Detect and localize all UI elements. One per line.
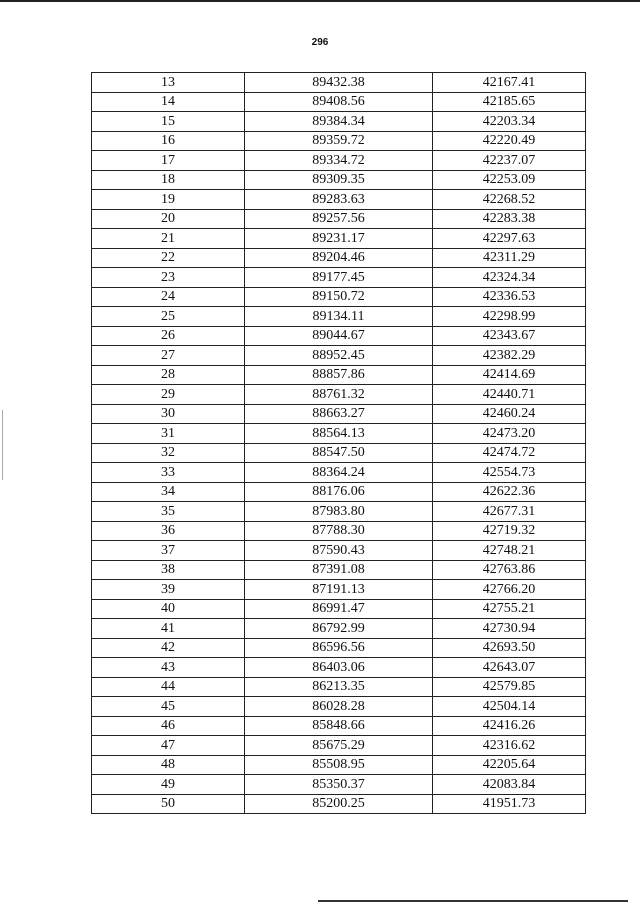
table-row bbox=[92, 716, 586, 736]
point-number-cell: 36 bbox=[92, 521, 245, 541]
x-coordinate-cell: 85848.66 bbox=[245, 716, 433, 736]
table-row bbox=[92, 677, 586, 697]
x-coordinate-cell: 86213.35 bbox=[245, 677, 433, 697]
y-coordinate-cell: 42336.53 bbox=[433, 287, 586, 307]
y-coordinate-cell: 42205.64 bbox=[433, 755, 586, 775]
table-row bbox=[92, 619, 586, 639]
point-number-cell: 25 bbox=[92, 307, 245, 327]
point-number-cell: 13 bbox=[92, 73, 245, 93]
x-coordinate-cell: 85350.37 bbox=[245, 775, 433, 795]
y-coordinate-cell: 42185.65 bbox=[433, 92, 586, 112]
table-row bbox=[92, 658, 586, 678]
table-row bbox=[92, 229, 586, 249]
table-row bbox=[92, 775, 586, 795]
coordinates-table-body bbox=[92, 73, 586, 814]
x-coordinate-cell: 88176.06 bbox=[245, 482, 433, 502]
x-coordinate-cell: 88547.50 bbox=[245, 443, 433, 463]
y-coordinate-cell: 42554.73 bbox=[433, 463, 586, 483]
x-coordinate-cell: 86596.56 bbox=[245, 638, 433, 658]
table-row bbox=[92, 112, 586, 132]
y-coordinate-cell: 42324.34 bbox=[433, 268, 586, 288]
x-coordinate-cell: 89150.72 bbox=[245, 287, 433, 307]
x-coordinate-cell: 89134.11 bbox=[245, 307, 433, 327]
y-coordinate-cell: 42416.26 bbox=[433, 716, 586, 736]
x-coordinate-cell: 86792.99 bbox=[245, 619, 433, 639]
point-number-cell: 49 bbox=[92, 775, 245, 795]
point-number-cell: 40 bbox=[92, 599, 245, 619]
y-coordinate-cell: 42755.21 bbox=[433, 599, 586, 619]
y-coordinate-cell: 42083.84 bbox=[433, 775, 586, 795]
y-coordinate-cell: 42579.85 bbox=[433, 677, 586, 697]
y-coordinate-cell: 42622.36 bbox=[433, 482, 586, 502]
y-coordinate-cell: 42203.34 bbox=[433, 112, 586, 132]
x-coordinate-cell: 89334.72 bbox=[245, 151, 433, 171]
point-number-cell: 16 bbox=[92, 131, 245, 151]
point-number-cell: 22 bbox=[92, 248, 245, 268]
y-coordinate-cell: 42460.24 bbox=[433, 404, 586, 424]
point-number-cell: 44 bbox=[92, 677, 245, 697]
table-row bbox=[92, 794, 586, 814]
y-coordinate-cell: 42297.63 bbox=[433, 229, 586, 249]
x-coordinate-cell: 86991.47 bbox=[245, 599, 433, 619]
point-number-cell: 42 bbox=[92, 638, 245, 658]
x-coordinate-cell: 89384.34 bbox=[245, 112, 433, 132]
table-row bbox=[92, 580, 586, 600]
table-row bbox=[92, 541, 586, 561]
table-row bbox=[92, 385, 586, 405]
table-row bbox=[92, 560, 586, 580]
y-coordinate-cell: 42343.67 bbox=[433, 326, 586, 346]
point-number-cell: 21 bbox=[92, 229, 245, 249]
point-number-cell: 18 bbox=[92, 170, 245, 190]
x-coordinate-cell: 89432.38 bbox=[245, 73, 433, 93]
x-coordinate-cell: 87788.30 bbox=[245, 521, 433, 541]
point-number-cell: 37 bbox=[92, 541, 245, 561]
x-coordinate-cell: 87391.08 bbox=[245, 560, 433, 580]
point-number-cell: 45 bbox=[92, 697, 245, 717]
y-coordinate-cell: 42766.20 bbox=[433, 580, 586, 600]
table-row bbox=[92, 482, 586, 502]
x-coordinate-cell: 89359.72 bbox=[245, 131, 433, 151]
point-number-cell: 46 bbox=[92, 716, 245, 736]
y-coordinate-cell: 42382.29 bbox=[433, 346, 586, 366]
point-number-cell: 31 bbox=[92, 424, 245, 444]
table-row bbox=[92, 209, 586, 229]
y-coordinate-cell: 42414.69 bbox=[433, 365, 586, 385]
table-row bbox=[92, 287, 586, 307]
point-number-cell: 17 bbox=[92, 151, 245, 171]
table-row bbox=[92, 170, 586, 190]
y-coordinate-cell: 41951.73 bbox=[433, 794, 586, 814]
table-row bbox=[92, 248, 586, 268]
table-row bbox=[92, 424, 586, 444]
y-coordinate-cell: 42298.99 bbox=[433, 307, 586, 327]
point-number-cell: 20 bbox=[92, 209, 245, 229]
point-number-cell: 50 bbox=[92, 794, 245, 814]
x-coordinate-cell: 88857.86 bbox=[245, 365, 433, 385]
x-coordinate-cell: 85675.29 bbox=[245, 736, 433, 756]
x-coordinate-cell: 88364.24 bbox=[245, 463, 433, 483]
scan-edge-mark bbox=[2, 410, 3, 480]
y-coordinate-cell: 42504.14 bbox=[433, 697, 586, 717]
y-coordinate-cell: 42268.52 bbox=[433, 190, 586, 210]
point-number-cell: 39 bbox=[92, 580, 245, 600]
point-number-cell: 43 bbox=[92, 658, 245, 678]
x-coordinate-cell: 87590.43 bbox=[245, 541, 433, 561]
table-row bbox=[92, 502, 586, 522]
point-number-cell: 14 bbox=[92, 92, 245, 112]
table-row bbox=[92, 73, 586, 93]
point-number-cell: 32 bbox=[92, 443, 245, 463]
x-coordinate-cell: 89204.46 bbox=[245, 248, 433, 268]
point-number-cell: 29 bbox=[92, 385, 245, 405]
x-coordinate-cell: 85200.25 bbox=[245, 794, 433, 814]
y-coordinate-cell: 42167.41 bbox=[433, 73, 586, 93]
point-number-cell: 33 bbox=[92, 463, 245, 483]
table-row bbox=[92, 92, 586, 112]
table-row bbox=[92, 463, 586, 483]
y-coordinate-cell: 42748.21 bbox=[433, 541, 586, 561]
table-row bbox=[92, 151, 586, 171]
point-number-cell: 30 bbox=[92, 404, 245, 424]
point-number-cell: 41 bbox=[92, 619, 245, 639]
point-number-cell: 48 bbox=[92, 755, 245, 775]
y-coordinate-cell: 42220.49 bbox=[433, 131, 586, 151]
y-coordinate-cell: 42763.86 bbox=[433, 560, 586, 580]
table-row bbox=[92, 268, 586, 288]
table-row bbox=[92, 365, 586, 385]
table-row bbox=[92, 638, 586, 658]
x-coordinate-cell: 89231.17 bbox=[245, 229, 433, 249]
x-coordinate-cell: 89408.56 bbox=[245, 92, 433, 112]
point-number-cell: 47 bbox=[92, 736, 245, 756]
y-coordinate-cell: 42316.62 bbox=[433, 736, 586, 756]
table-row bbox=[92, 443, 586, 463]
table-row bbox=[92, 755, 586, 775]
y-coordinate-cell: 42474.72 bbox=[433, 443, 586, 463]
y-coordinate-cell: 42283.38 bbox=[433, 209, 586, 229]
x-coordinate-cell: 89283.63 bbox=[245, 190, 433, 210]
x-coordinate-cell: 88663.27 bbox=[245, 404, 433, 424]
table-row bbox=[92, 131, 586, 151]
table-row bbox=[92, 599, 586, 619]
y-coordinate-cell: 42730.94 bbox=[433, 619, 586, 639]
coordinates-table bbox=[91, 72, 586, 814]
y-coordinate-cell: 42237.07 bbox=[433, 151, 586, 171]
y-coordinate-cell: 42643.07 bbox=[433, 658, 586, 678]
bottom-border-line bbox=[318, 900, 628, 902]
top-border-line bbox=[0, 0, 640, 2]
point-number-cell: 28 bbox=[92, 365, 245, 385]
x-coordinate-cell: 86403.06 bbox=[245, 658, 433, 678]
x-coordinate-cell: 88564.13 bbox=[245, 424, 433, 444]
point-number-cell: 38 bbox=[92, 560, 245, 580]
table-row bbox=[92, 521, 586, 541]
point-number-cell: 15 bbox=[92, 112, 245, 132]
table-row bbox=[92, 326, 586, 346]
y-coordinate-cell: 42440.71 bbox=[433, 385, 586, 405]
x-coordinate-cell: 87191.13 bbox=[245, 580, 433, 600]
y-coordinate-cell: 42473.20 bbox=[433, 424, 586, 444]
point-number-cell: 19 bbox=[92, 190, 245, 210]
table-row bbox=[92, 190, 586, 210]
y-coordinate-cell: 42677.31 bbox=[433, 502, 586, 522]
x-coordinate-cell: 89257.56 bbox=[245, 209, 433, 229]
point-number-cell: 35 bbox=[92, 502, 245, 522]
point-number-cell: 27 bbox=[92, 346, 245, 366]
x-coordinate-cell: 89177.45 bbox=[245, 268, 433, 288]
point-number-cell: 34 bbox=[92, 482, 245, 502]
x-coordinate-cell: 87983.80 bbox=[245, 502, 433, 522]
page-number: 296 bbox=[311, 37, 329, 48]
y-coordinate-cell: 42693.50 bbox=[433, 638, 586, 658]
x-coordinate-cell: 88952.45 bbox=[245, 346, 433, 366]
x-coordinate-cell: 86028.28 bbox=[245, 697, 433, 717]
table-row bbox=[92, 404, 586, 424]
y-coordinate-cell: 42253.09 bbox=[433, 170, 586, 190]
table-row bbox=[92, 736, 586, 756]
table-row bbox=[92, 346, 586, 366]
x-coordinate-cell: 85508.95 bbox=[245, 755, 433, 775]
table-row bbox=[92, 697, 586, 717]
x-coordinate-cell: 88761.32 bbox=[245, 385, 433, 405]
y-coordinate-cell: 42719.32 bbox=[433, 521, 586, 541]
point-number-cell: 23 bbox=[92, 268, 245, 288]
y-coordinate-cell: 42311.29 bbox=[433, 248, 586, 268]
table-row bbox=[92, 307, 586, 327]
x-coordinate-cell: 89309.35 bbox=[245, 170, 433, 190]
x-coordinate-cell: 89044.67 bbox=[245, 326, 433, 346]
point-number-cell: 24 bbox=[92, 287, 245, 307]
point-number-cell: 26 bbox=[92, 326, 245, 346]
